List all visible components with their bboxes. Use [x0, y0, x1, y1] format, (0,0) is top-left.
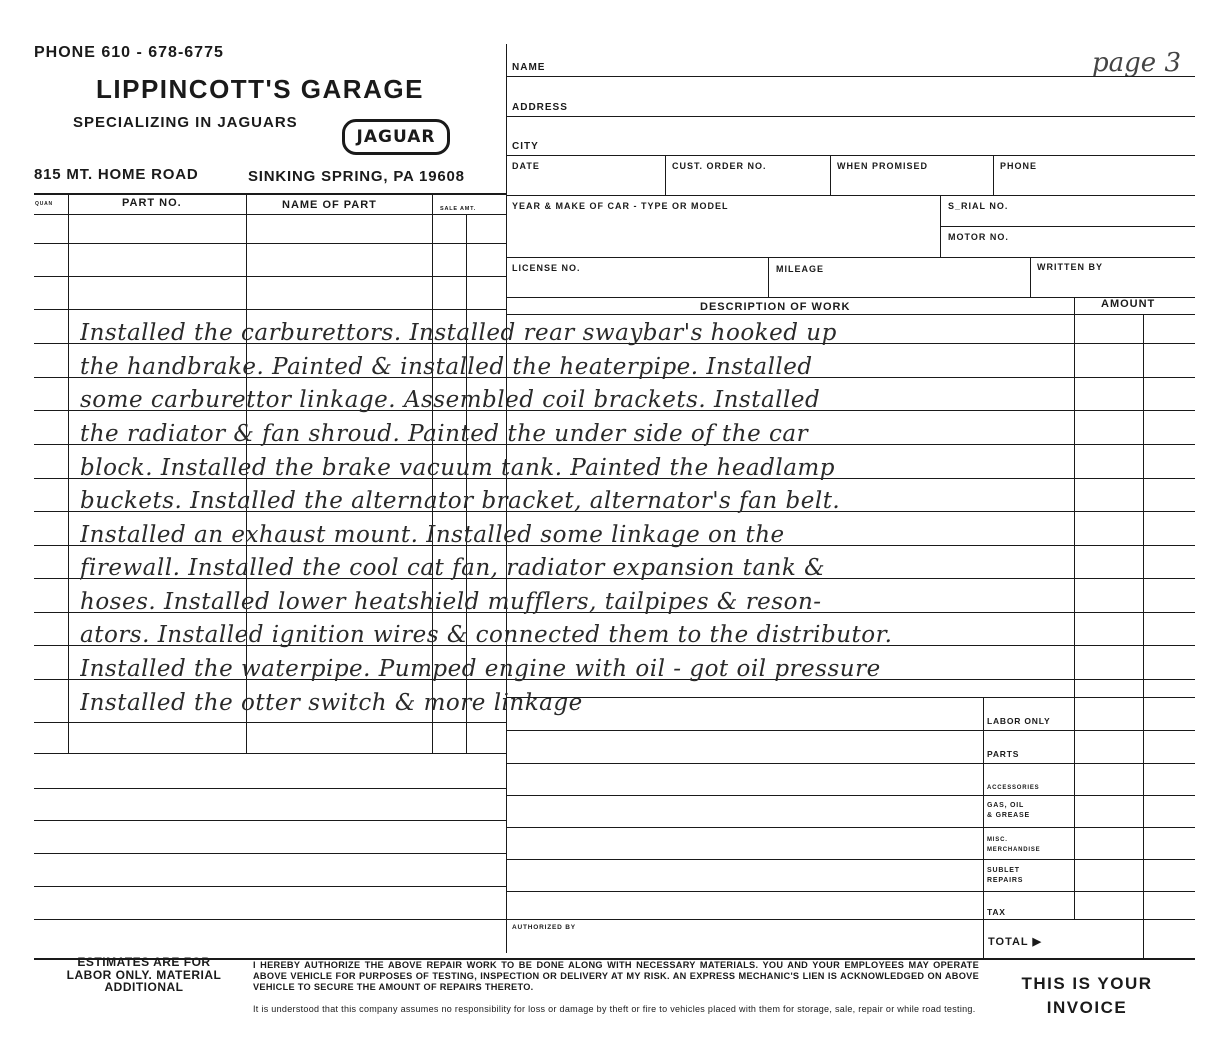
name-of-part-column-header: NAME OF PART	[282, 199, 377, 211]
work-line: block. Installed the brake vacuum tank. Painted the headlamp	[80, 455, 835, 481]
work-line: the radiator & fan shroud. Painted the under side of the car	[80, 421, 809, 447]
work-line: Installed the waterpipe. Pumped engine with oil - got oil pressure	[80, 656, 881, 682]
estimates-line: ESTIMATES ARE FOR	[77, 955, 211, 969]
phone-number: PHONE 610 - 678-6775	[34, 44, 224, 61]
mileage-field-label: MILEAGE	[776, 264, 825, 274]
work-line: Installed the carburettors. Installed rear swaybar's hooked up	[80, 320, 837, 346]
sublet-label-line1: SUBLET	[987, 867, 1020, 874]
year-make-field-label: YEAR & MAKE OF CAR - TYPE OR MODEL	[512, 201, 729, 211]
part-no-column-header: PART NO.	[122, 197, 182, 209]
work-line: firewall. Installed the cool cat fan, radiator expansion tank &	[80, 555, 826, 581]
city-field-label: CITY	[512, 141, 539, 152]
business-specialty: SPECIALIZING IN JAGUARS	[73, 114, 298, 131]
quan-column-header: QUAN	[35, 201, 53, 207]
sublet-label-line2: REPAIRS	[987, 877, 1024, 884]
invoice-line: THIS IS YOUR	[1021, 974, 1153, 993]
logo-text: JAGUAR	[356, 127, 436, 147]
jaguar-logo	[342, 119, 450, 155]
authorization-text: I HEREBY AUTHORIZE THE ABOVE REPAIR WORK TO BE DONE ALONG WITH NECESSARY MATERIALS. YOU AND YOUR EMPLOYEES MAY OPERATE ABOVE VEHICLE FOR PURPOSES OF TESTING, INSPECTION OR DELIVERY AT MY RISK. AN EXPRESS MECHANIC'S LIEN IS ACKNOWLEDGED ON ABOVE VEHICLE TO SECURE THE AMOUNT OF REPAIRS THERETO.	[253, 960, 979, 992]
license-no-field-label: LICENSE NO.	[512, 263, 581, 273]
authorized-by-label: AUTHORIZED BY	[512, 924, 576, 931]
labor-only-label: LABOR ONLY	[987, 716, 1051, 726]
estimates-line: LABOR ONLY. MATERIAL	[66, 967, 222, 982]
cust-order-field-label: CUST. ORDER NO.	[672, 161, 767, 171]
description-of-work-header: DESCRIPTION OF WORK	[700, 301, 851, 313]
work-line: ators. Installed ignition wires & connected them to the distributor.	[80, 622, 893, 648]
estimates-notice	[42, 956, 246, 994]
phone-field-label: PHONE	[1000, 161, 1038, 171]
work-line: hoses. Installed lower heatshield mufflers, tailpipes & reson-	[80, 589, 822, 615]
misc-label-line1: MISC.	[987, 837, 1008, 843]
work-line: some carburettor linkage. Assembled coil brackets. Installed	[80, 387, 821, 413]
work-line: Installed the otter switch & more linkage	[80, 690, 583, 716]
garage-city-state: SINKING SPRING, PA 19608	[248, 168, 465, 185]
accessories-label: ACCESSORIES	[987, 785, 1040, 791]
tax-label: TAX	[987, 907, 1006, 917]
misc-label-line2: MERCHANDISE	[987, 847, 1041, 853]
motor-no-field-label: MOTOR NO.	[948, 232, 1009, 242]
business-name: LIPPINCOTT'S GARAGE	[96, 74, 424, 104]
page-number-note: page 3	[1092, 48, 1181, 78]
written-by-field-label: WRITTEN BY	[1037, 262, 1103, 272]
parts-label: PARTS	[987, 749, 1020, 759]
work-line: Installed an exhaust mount. Installed some linkage on the	[80, 522, 785, 548]
date-field-label: DATE	[512, 161, 540, 171]
estimates-line: ADDITIONAL	[104, 980, 184, 994]
invoice-notice	[996, 972, 1178, 1020]
total-label: TOTAL ▶	[988, 936, 1042, 948]
name-field-label: NAME	[512, 62, 546, 73]
amount-column-header: AMOUNT	[1101, 298, 1156, 310]
address-field-label: ADDRESS	[512, 102, 568, 113]
garage-street-address: 815 MT. HOME ROAD	[34, 166, 199, 183]
gas-oil-label-line1: GAS, OIL	[987, 802, 1025, 809]
work-line: buckets. Installed the alternator bracket, alternator's fan belt.	[80, 488, 841, 514]
sale-amt-column-header: SALE AMT.	[440, 206, 477, 212]
invoice-line: INVOICE	[1046, 998, 1128, 1017]
liability-text: It is understood that this company assumes no responsibility for loss or damage by theft or fire to vehicles placed with them for storage, sale, repair or while road testing.	[253, 1004, 976, 1014]
gas-oil-label-line2: & GREASE	[987, 812, 1030, 819]
header	[0, 0, 506, 200]
when-promised-field-label: WHEN PROMISED	[837, 161, 929, 171]
serial-no-field-label: S_RIAL NO.	[948, 201, 1009, 211]
work-line: the handbrake. Painted & installed the heaterpipe. Installed	[80, 354, 813, 380]
